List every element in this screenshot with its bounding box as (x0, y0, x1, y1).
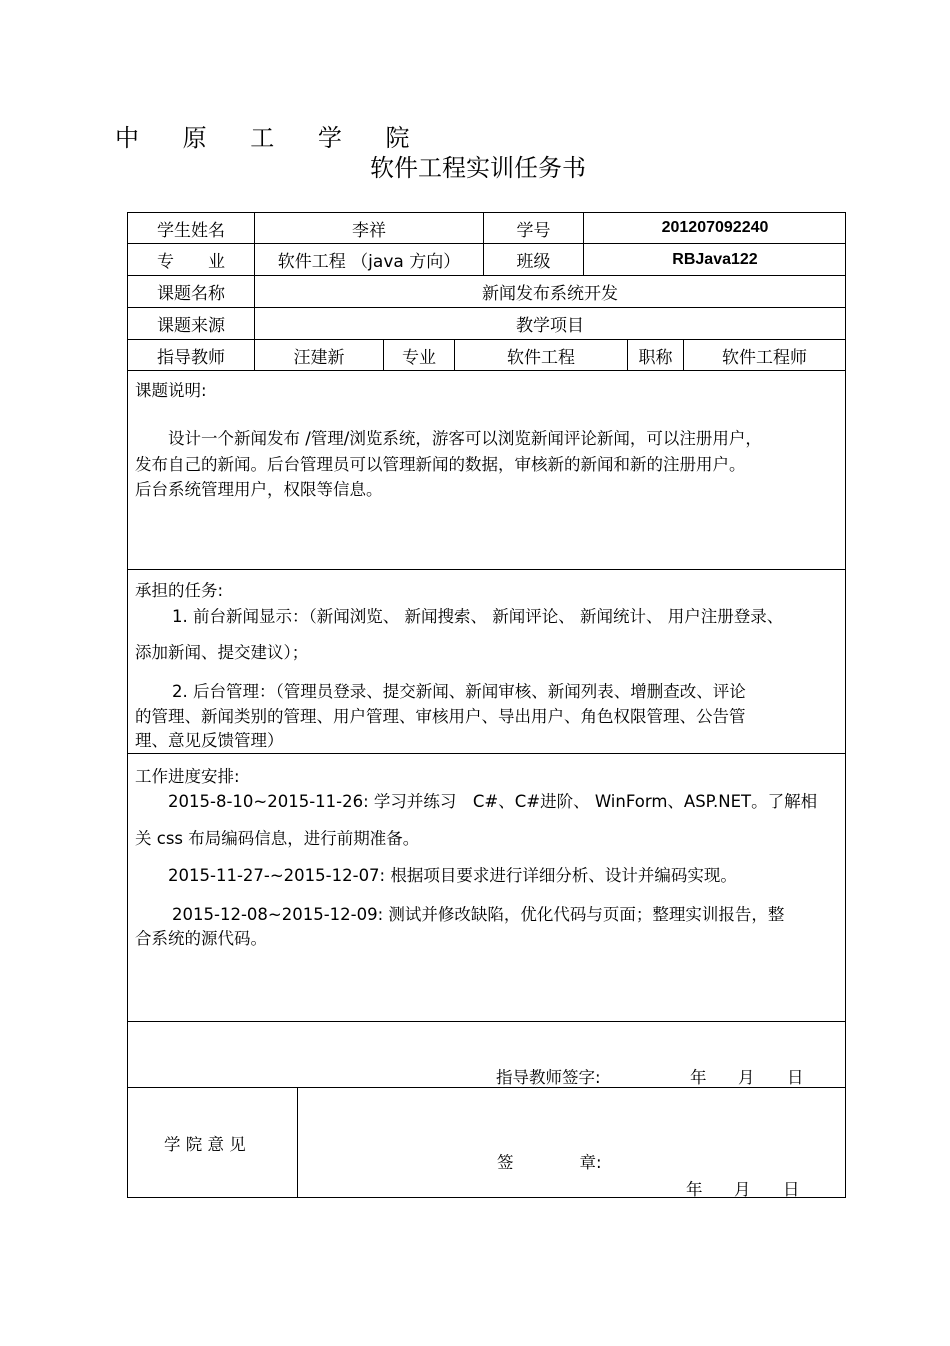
class-value: RBJava122 (672, 250, 758, 268)
major-value: 软件工程 （java 方向） (277, 252, 461, 272)
student-id-value: 201207092240 (661, 219, 769, 236)
advisor-title-label: 职称 (638, 347, 673, 368)
advisor-value: 汪建新 (293, 347, 345, 368)
advisor-sign-day: 日 (787, 1068, 804, 1087)
source-label: 课题来源 (157, 316, 225, 336)
advisor-sign-month: 月 (738, 1068, 755, 1087)
schedule-line: 合系统的源代码。 (135, 929, 267, 948)
task-form-table (127, 212, 846, 1198)
task-item: 理、意见反馈管理） (135, 731, 284, 750)
advisor-label: 指导教师 (157, 347, 225, 368)
advisor-title-value: 软件工程师 (722, 347, 807, 368)
row-divider (128, 1021, 845, 1022)
student-name-value: 李祥 (352, 220, 386, 241)
schedule-line: 2015-8-10~2015-11-26: 学习并练习 C#、C#进阶、 WinForm、ASP.NET。了解相 (168, 792, 818, 811)
schedule-line: 2015-11-27-~2015-12-07: 根据项目要求进行详细分析、设计并编码实现。 (168, 866, 737, 885)
description-heading: 课题说明: (135, 381, 207, 400)
description-line: 后台系统管理用户，权限等信息。 (135, 480, 383, 499)
description-line: 发布自己的新闻。后台管理员可以管理新闻的数据，审核新的新闻和新的注册用户。 (135, 455, 746, 474)
college-seal-label: 签 章: (497, 1153, 602, 1172)
advisor-major-label: 专业 (402, 347, 436, 368)
college-sign-month: 月 (734, 1180, 751, 1199)
row-divider (128, 753, 845, 754)
source-value: 教学项目 (516, 316, 584, 336)
college-opinion-label: 学 院 意 见 (164, 1135, 246, 1154)
advisor-signature-label: 指导教师签字: (496, 1068, 601, 1087)
topic-label: 课题名称 (157, 284, 225, 304)
student-name-label: 学生姓名 (157, 220, 225, 241)
schedule-line: 2015-12-08~2015-12-09: 测试并修改缺陷，优化代码与页面；整理实训报告，整 (172, 905, 785, 924)
college-sign-day: 日 (783, 1180, 800, 1199)
school-name: 中 原 工 学 院 (115, 124, 428, 152)
task-item: 的管理、新闻类别的管理、用户管理、审核用户、导出用户、角色权限管理、公告管 (135, 707, 746, 726)
schedule-line: 关 css 布局编码信息，进行前期准备。 (135, 829, 420, 848)
schedule-heading: 工作进度安排: (135, 767, 240, 786)
task-item: 添加新闻、提交建议）； (135, 643, 309, 662)
student-id-label: 学号 (516, 220, 551, 241)
topic-value: 新闻发布系统开发 (482, 284, 618, 304)
tasks-heading: 承担的任务: (135, 581, 224, 600)
row-divider (128, 370, 845, 371)
advisor-sign-year: 年 (690, 1068, 707, 1087)
row-divider (128, 569, 845, 570)
advisor-major-value: 软件工程 (507, 347, 575, 368)
major-label: 专 业 (157, 252, 225, 272)
task-item: 1. 前台新闻显示：（新闻浏览、 新闻搜索、 新闻评论、 新闻统计、 用户注册登录、 (172, 607, 784, 626)
column-divider (297, 1087, 298, 1197)
college-sign-year: 年 (686, 1180, 703, 1199)
description-line: 设计一个新闻发布 /管理/浏览系统，游客可以浏览新闻评论新闻，可以注册用户， (168, 429, 762, 448)
document-title: 软件工程实训任务书 (370, 154, 586, 182)
class-label: 班级 (516, 252, 551, 272)
task-item: 2. 后台管理：（管理员登录、提交新闻、新闻审核、新闻列表、增删查改、评论 (172, 682, 746, 701)
